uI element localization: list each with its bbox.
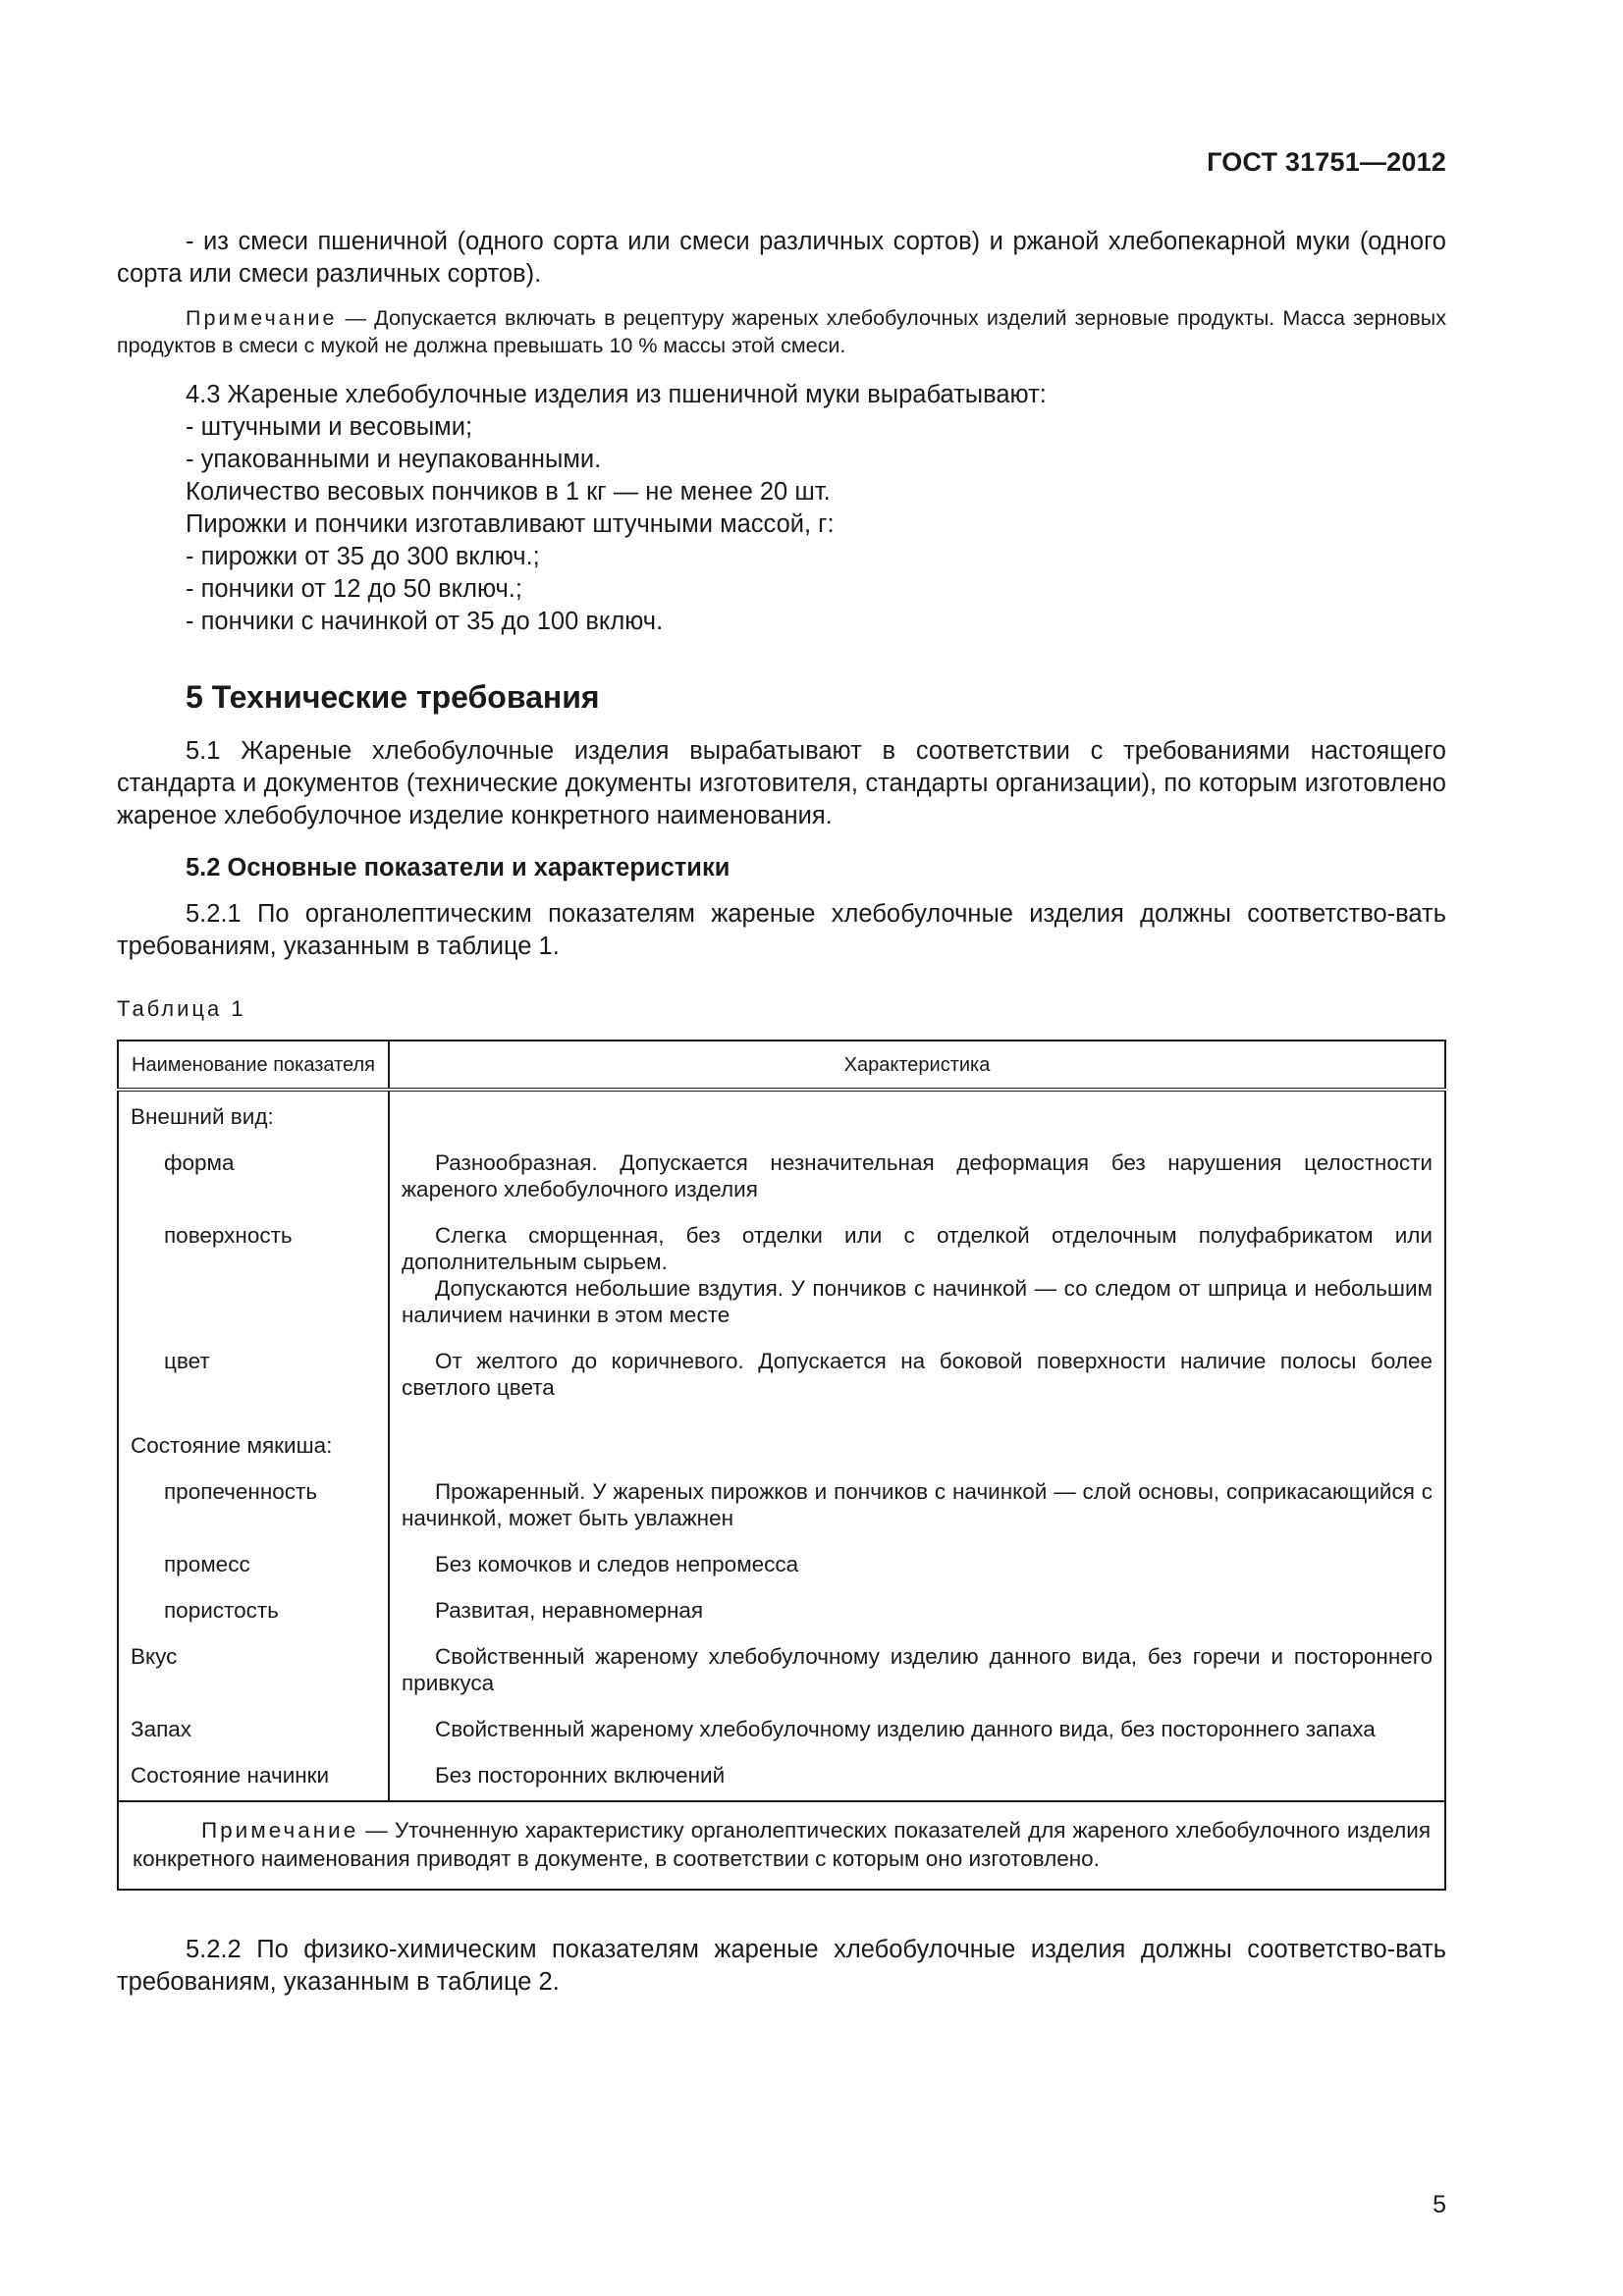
row-label [118, 1535, 389, 1581]
porosity-label: пористость [164, 1598, 279, 1623]
s43-line-5: Пирожки и пончики изготавливают штучными массой, г: [186, 510, 835, 538]
subsection-5-2-title: 5.2 Основные показатели и характеристики [186, 854, 730, 881]
baked-label: пропеченность [164, 1479, 318, 1504]
table-row [118, 1405, 1445, 1463]
doc-number-header: ГОСТ 31751—2012 [1207, 147, 1446, 177]
row-value [389, 1581, 1445, 1628]
intro-paragraph: - из смеси пшеничной (одного сорта или смеси различных сортов) и ржаной хлебопекарной муки (одного сорта или смеси различных сортов). [117, 228, 1446, 288]
table-1 [117, 1040, 1446, 1891]
table-row [118, 1332, 1445, 1405]
row-value [389, 1332, 1445, 1405]
row-value [389, 1535, 1445, 1581]
header-indicator-name: Наименование показателя [118, 1041, 389, 1090]
row-value [389, 1746, 1445, 1801]
forma-label: форма [164, 1150, 235, 1175]
color-label: цвет [164, 1349, 210, 1373]
row-value [389, 1463, 1445, 1535]
paragraph-5-1: 5.1 Жареные хлебобулочные изделия вырабатывают в соответствии с требованиями настоящего стандарта и документов (технические документы изготовителя, стандарты организации), по которым изготовлено жареное хлебобулочное изделие конкретного наименования. [117, 737, 1446, 829]
row-label [118, 1332, 389, 1405]
intro-note [117, 304, 1446, 359]
filling-value: Без посторонних включений [435, 1763, 726, 1788]
smell-value: Свойственный жареному хлебобулочному изделию данного вида, без постороннего запаха [435, 1717, 1376, 1741]
page-number: 5 [1433, 2191, 1446, 2218]
row-value [389, 1405, 1445, 1463]
row-label [118, 1134, 389, 1206]
note-label: Примечание [186, 306, 338, 330]
table-row [118, 1746, 1445, 1801]
color-value: От желтого до коричневого. Допускается на боковой поверхности наличие полосы более светлого цвета [402, 1349, 1433, 1400]
row-label [118, 1581, 389, 1628]
table-note-label: Примечание [201, 1818, 359, 1842]
s43-line-4: Количество весовых пончиков в 1 кг — не менее 20 шт. [186, 478, 831, 506]
row-label: Внешний вид: [118, 1090, 389, 1134]
table-header-row [118, 1041, 1445, 1090]
surface-value-1: Слегка сморщенная, без отделки или с отделкой отделочным полуфабрикатом или дополнительным сырьем. [402, 1223, 1433, 1274]
porosity-value: Развитая, неравномерная [435, 1598, 704, 1623]
paragraph-5-2-1: 5.2.1 По органолептическим показателям жареные хлебобулочные изделия должны соответство-вать требованиям, указанным в таблице 1. [117, 900, 1446, 960]
surface-label: поверхность [164, 1223, 293, 1248]
row-label [118, 1463, 389, 1535]
s43-line-1: 4.3 Жареные хлебобулочные изделия из пшеничной муки вырабатывают: [186, 381, 1047, 408]
paragraph-5-2-2: 5.2.2 По физико-химическим показателям жареные хлебобулочные изделия должны соответство-вать требованиям, указанным в таблице 2. [117, 1936, 1446, 1996]
taste-value: Свойственный жареному хлебобулочному изделию данного вида, без горечи и постороннего привкуса [402, 1644, 1433, 1695]
note-text: — Допускается включать в рецептуру жареных хлебобулочных изделий зерновые продукты. Масса зерновых продуктов в смеси с мукой не должна превышать 10 % массы этой смеси. [117, 306, 1446, 357]
table-row [118, 1700, 1445, 1746]
table-row [118, 1463, 1445, 1535]
mix-value: Без комочков и следов непромесса [435, 1552, 799, 1576]
row-value [389, 1700, 1445, 1746]
row-label: Состояние мякиша: [118, 1405, 389, 1463]
row-value [389, 1628, 1445, 1700]
table-row [118, 1628, 1445, 1700]
s43-line-3: - упакованными и неупакованными. [186, 446, 602, 473]
table-row [118, 1581, 1445, 1628]
baked-value: Прожаренный. У жареных пирожков и пончиков с начинкой — слой основы, соприкасающийся с начинкой, может быть увлажнен [402, 1479, 1433, 1530]
table-row [118, 1134, 1445, 1206]
table-note [118, 1801, 1445, 1890]
section-5-title: 5 Технические требования [186, 679, 600, 715]
mix-label: промесс [164, 1552, 250, 1576]
s43-line-2: - штучными и весовыми; [186, 413, 473, 441]
table-row [118, 1090, 1445, 1134]
surface-value-2: Допускаются небольшие вздутия. У пончиков с начинкой — со следом от шприца и небольшим наличием начинки в этом месте [402, 1276, 1433, 1327]
header-characteristic: Характеристика [389, 1041, 1445, 1090]
row-label: Запах [118, 1700, 389, 1746]
row-label: Вкус [118, 1628, 389, 1700]
forma-value: Разнообразная. Допускается незначительная деформация без нарушения целостности жареного хлебобулочного изделия [402, 1150, 1433, 1201]
table-1-caption: Таблица 1 [117, 996, 246, 1021]
table-row [118, 1206, 1445, 1332]
row-value [389, 1090, 1445, 1134]
row-label: Состояние начинки [118, 1746, 389, 1801]
table-row [118, 1535, 1445, 1581]
s43-line-8: - пончики с начинкой от 35 до 100 включ. [186, 608, 664, 635]
row-value [389, 1134, 1445, 1206]
row-label [118, 1206, 389, 1332]
section-4-3 [117, 379, 1446, 638]
s43-line-7: - пончики от 12 до 50 включ.; [186, 575, 522, 603]
table-note-text: — Уточненную характеристику органолептических показателей для жареного хлебобулочного изделия конкретного наименования приводят в документе, в соответствии с которым оно изготовлено. [133, 1818, 1431, 1871]
page-content [117, 226, 1446, 1999]
s43-line-6: - пирожки от 35 до 300 включ.; [186, 543, 540, 570]
table-note-row [118, 1801, 1445, 1890]
row-value [389, 1206, 1445, 1332]
